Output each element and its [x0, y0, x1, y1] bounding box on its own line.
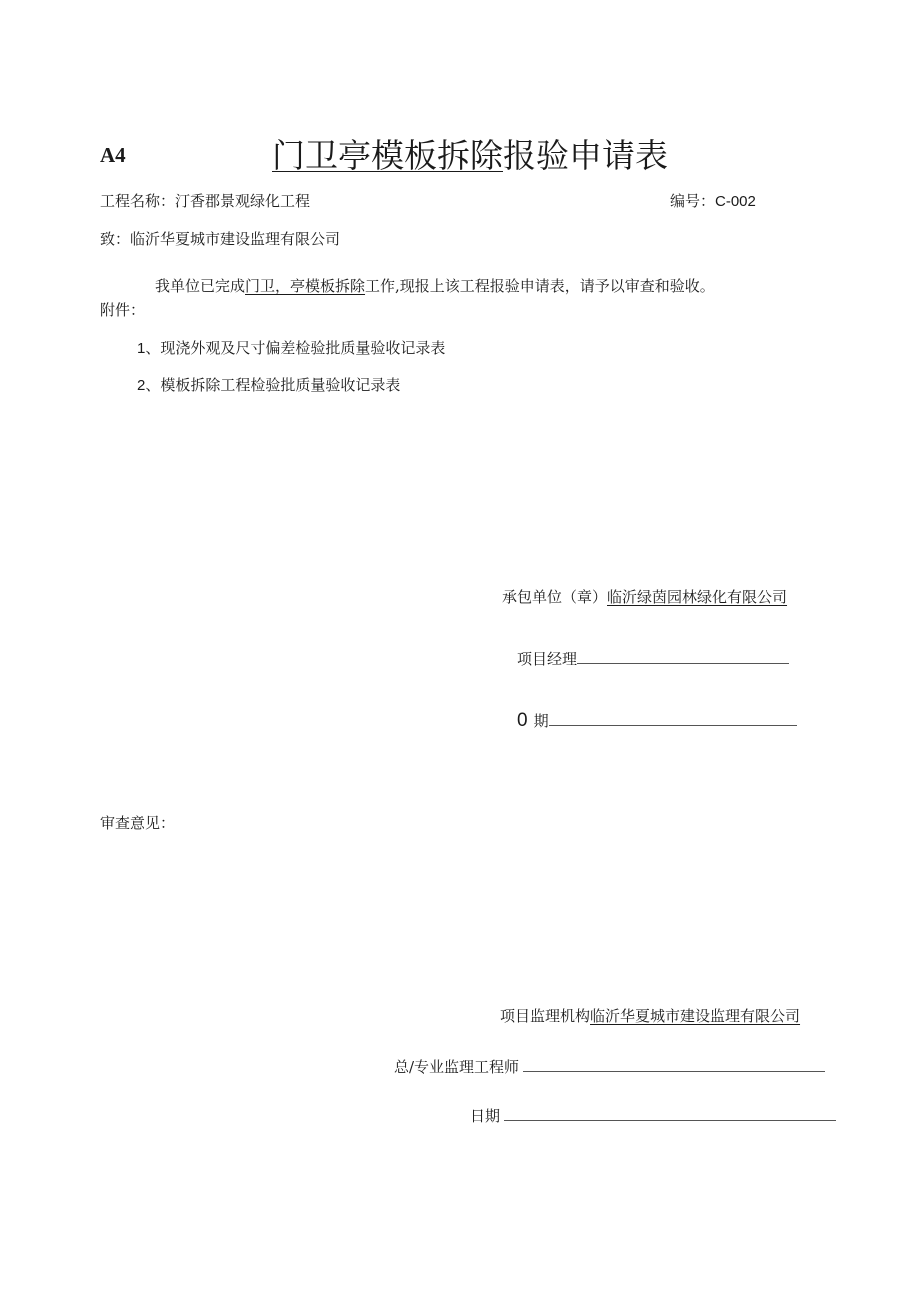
contractor-unit-value: 临沂绿茵园林绿化有限公司 — [607, 588, 788, 606]
project-manager-label: 项目经理 — [517, 650, 578, 668]
title-underlined-part: 门卫亭模板拆除 — [272, 136, 503, 175]
body-post: 工作,现报上该工程报验申请表，请予以审查和验收。 — [365, 277, 715, 295]
attachment-text: 模板拆除工程检验批质量验收记录表 — [160, 376, 401, 394]
supervising-engineer-signature-line — [523, 1057, 825, 1072]
review-label: 审查意见： — [100, 814, 176, 832]
page-title — [272, 130, 668, 177]
attachment-text: 现浇外观及尺寸偏差检验批质量验收记录表 — [160, 339, 446, 357]
supervision-date-row — [470, 1105, 836, 1126]
contractor-unit-row — [502, 586, 787, 607]
body-work-item: 门卫，亭模板拆除 — [245, 277, 366, 295]
recipient-label: 致： — [100, 230, 131, 248]
contractor-date-label: 期 — [533, 712, 549, 730]
supervision-org-value: 临沂华夏城市建设监理有限公司 — [590, 1007, 801, 1025]
project-number-row — [670, 190, 756, 211]
body-paragraph — [155, 275, 715, 296]
attachment-number: 1 — [137, 340, 146, 357]
supervision-date-line — [504, 1106, 836, 1121]
project-manager-signature-line — [577, 649, 789, 664]
project-name-value: 汀香郡景观绿化工程 — [175, 192, 311, 210]
supervision-date-label: 日期 — [470, 1107, 501, 1125]
attachment-item — [137, 374, 400, 395]
form-code: A4 — [100, 143, 126, 167]
project-name-row — [100, 190, 310, 211]
project-number-label: 编号： — [670, 192, 716, 210]
project-name-label: 工程名称： — [100, 192, 176, 210]
attachment-sep: 、 — [145, 339, 161, 357]
contractor-unit-label: 承包单位（章） — [502, 588, 608, 606]
attachment-item — [137, 337, 445, 358]
project-manager-row — [517, 648, 789, 669]
supervising-engineer-label: 总/专业监理工程师 — [394, 1058, 520, 1076]
project-number-value: C-002 — [715, 193, 756, 210]
attachments-label: 附件： — [100, 301, 146, 319]
attachment-number: 2 — [137, 377, 146, 394]
recipient-row — [100, 228, 340, 249]
attachment-sep: 、 — [145, 376, 161, 394]
contractor-date-line — [549, 711, 797, 726]
recipient-value: 临沂华夏城市建设监理有限公司 — [130, 230, 341, 248]
supervision-org-row — [500, 1005, 800, 1026]
supervising-engineer-row — [394, 1056, 825, 1077]
contractor-date-row — [517, 710, 797, 732]
body-pre: 我单位已完成 — [155, 277, 246, 295]
contractor-date-prefix: 0 — [517, 710, 528, 731]
title-rest: 报验申请表 — [503, 136, 668, 175]
supervision-org-label: 项目监理机构 — [500, 1007, 591, 1025]
